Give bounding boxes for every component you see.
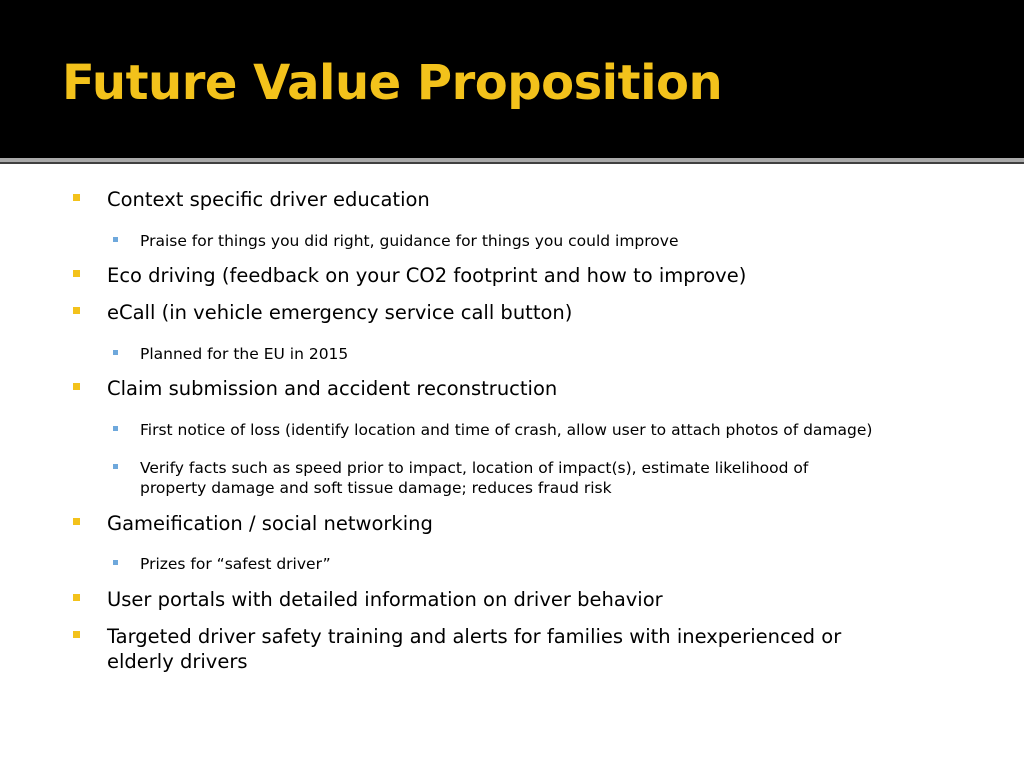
sub-bullet-item <box>140 231 679 251</box>
sub-bullet-square-icon <box>113 426 118 431</box>
sub-bullet-square-icon <box>113 464 118 469</box>
bullet-text-line-2: elderly drivers <box>107 650 248 673</box>
bullet-item <box>107 624 841 674</box>
bullet-text: Eco driving (feedback on your CO2 footprint and how to improve) <box>107 264 747 287</box>
sub-bullet-square-icon <box>113 350 118 355</box>
bullet-item <box>107 263 746 288</box>
bullet-square-icon <box>73 518 80 525</box>
sub-bullet-text: First notice of loss (identify location and time of crash, allow user to attach photos of damage) <box>140 421 873 439</box>
bullet-text: eCall (in vehicle emergency service call button) <box>107 301 573 324</box>
bullet-square-icon <box>73 270 80 277</box>
slide-title: Future Value Proposition <box>62 55 723 111</box>
bullet-square-icon <box>73 594 80 601</box>
bullet-text: Context specific driver education <box>107 188 430 211</box>
bullet-square-icon <box>73 383 80 390</box>
sub-bullet-item <box>140 344 348 364</box>
bullet-text-line-1: Targeted driver safety training and alerts for families with inexperienced or <box>107 625 842 648</box>
sub-bullet-square-icon <box>113 237 118 242</box>
bullet-text: User portals with detailed information on driver behavior <box>107 588 663 611</box>
sub-bullet-text-line-2: property damage and soft tissue damage; reduces fraud risk <box>140 479 612 497</box>
bullet-item <box>107 187 430 212</box>
sub-bullet-item <box>140 420 872 440</box>
bullet-text: Gameification / social networking <box>107 512 433 535</box>
bullet-square-icon <box>73 307 80 314</box>
sub-bullet-square-icon <box>113 560 118 565</box>
sub-bullet-text: Prizes for “safest driver” <box>140 555 331 573</box>
bullet-item <box>107 376 557 401</box>
bullet-item <box>107 587 663 612</box>
bullet-item <box>107 300 572 325</box>
sub-bullet-item <box>140 458 808 498</box>
bullet-square-icon <box>73 631 80 638</box>
bullet-item <box>107 511 433 536</box>
sub-bullet-text: Praise for things you did right, guidance for things you could improve <box>140 232 679 250</box>
sub-bullet-item <box>140 554 331 574</box>
bullet-square-icon <box>73 194 80 201</box>
sub-bullet-text-line-1: Verify facts such as speed prior to impact, location of impact(s), estimate likelihood of <box>140 459 809 477</box>
bullet-text: Claim submission and accident reconstruction <box>107 377 558 400</box>
sub-bullet-text: Planned for the EU in 2015 <box>140 345 349 363</box>
